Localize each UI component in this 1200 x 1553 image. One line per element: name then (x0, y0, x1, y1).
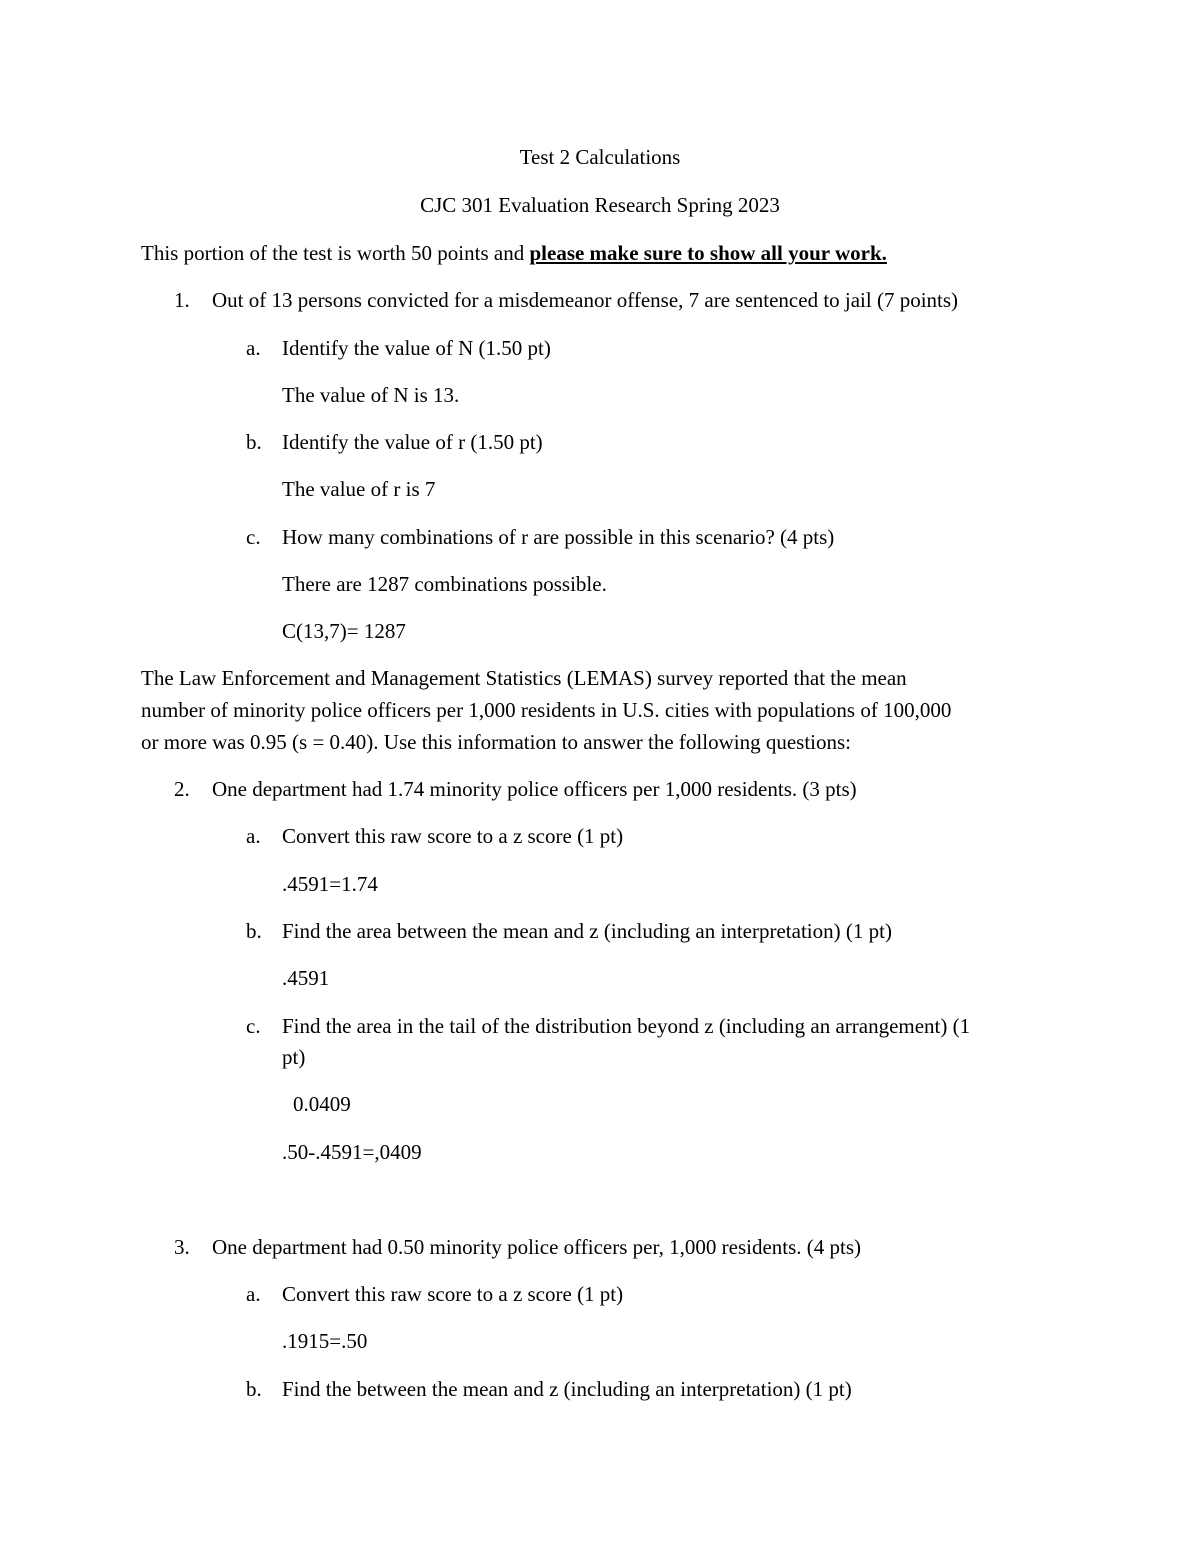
q3-text: One department had 0.50 minority police officers per, 1,000 residents. (4 pts) (212, 1235, 862, 1259)
q1a-text: Identify the value of N (1.50 pt) (282, 336, 551, 360)
q2a-text: Convert this raw score to a z score (1 pt) (282, 824, 624, 848)
q2b-answer: .4591 (282, 966, 330, 990)
q2-number: 2. (174, 777, 190, 801)
q1a-answer: The value of N is 13. (282, 383, 460, 407)
q1-number: 1. (174, 288, 190, 312)
q2c-text-line-1: Find the area in the tail of the distribution beyond z (including an arrangement) (1 (282, 1014, 971, 1038)
q2-text: One department had 1.74 minority police officers per 1,000 residents. (3 pts) (212, 777, 857, 801)
q1c-answer-1: There are 1287 combinations possible. (282, 572, 607, 596)
q1c-label: c. (246, 525, 261, 549)
q3a-label: a. (246, 1282, 261, 1306)
q2a-label: a. (246, 824, 261, 848)
intro-emphasis: please make sure to show all your work. (529, 241, 887, 265)
q3-number: 3. (174, 1235, 190, 1259)
q1-text: Out of 13 persons convicted for a misdemeanor offense, 7 are sentenced to jail (7 points) (212, 288, 959, 312)
q3a-answer: .1915=.50 (282, 1329, 368, 1353)
q2c-answer-2: .50-.4591=,0409 (282, 1140, 422, 1164)
q1b-answer: The value of r is 7 (282, 477, 436, 501)
q1c-answer-2: C(13,7)= 1287 (282, 619, 406, 643)
q2c-label: c. (246, 1014, 261, 1038)
document-title: Test 2 Calculations (519, 145, 681, 169)
q1a-label: a. (246, 336, 261, 360)
q2c-text-line-2: pt) (282, 1045, 306, 1069)
lemas-paragraph-line-2: number of minority police officers per 1,000 residents in U.S. cities with populations of 100,000 (141, 698, 952, 722)
q2b-label: b. (246, 919, 262, 943)
intro-text: This portion of the test is worth 50 points and (141, 241, 530, 265)
lemas-paragraph-line-1: The Law Enforcement and Management Statistics (LEMAS) survey reported that the mean (141, 666, 907, 690)
q2a-answer: .4591=1.74 (282, 872, 378, 896)
course-heading: CJC 301 Evaluation Research Spring 2023 (420, 193, 780, 217)
q3b-text: Find the between the mean and z (including an interpretation) (1 pt) (282, 1377, 852, 1401)
intro-line (141, 240, 887, 266)
q1b-text: Identify the value of r (1.50 pt) (282, 430, 543, 454)
lemas-paragraph-line-3: or more was 0.95 (s = 0.40). Use this information to answer the following questions: (141, 730, 851, 754)
q3a-text: Convert this raw score to a z score (1 pt) (282, 1282, 624, 1306)
q3b-label: b. (246, 1377, 262, 1401)
q1b-label: b. (246, 430, 262, 454)
q1c-text: How many combinations of r are possible in this scenario? (4 pts) (282, 525, 835, 549)
q2b-text: Find the area between the mean and z (including an interpretation) (1 pt) (282, 919, 892, 943)
q2c-answer-1: 0.0409 (293, 1092, 351, 1116)
